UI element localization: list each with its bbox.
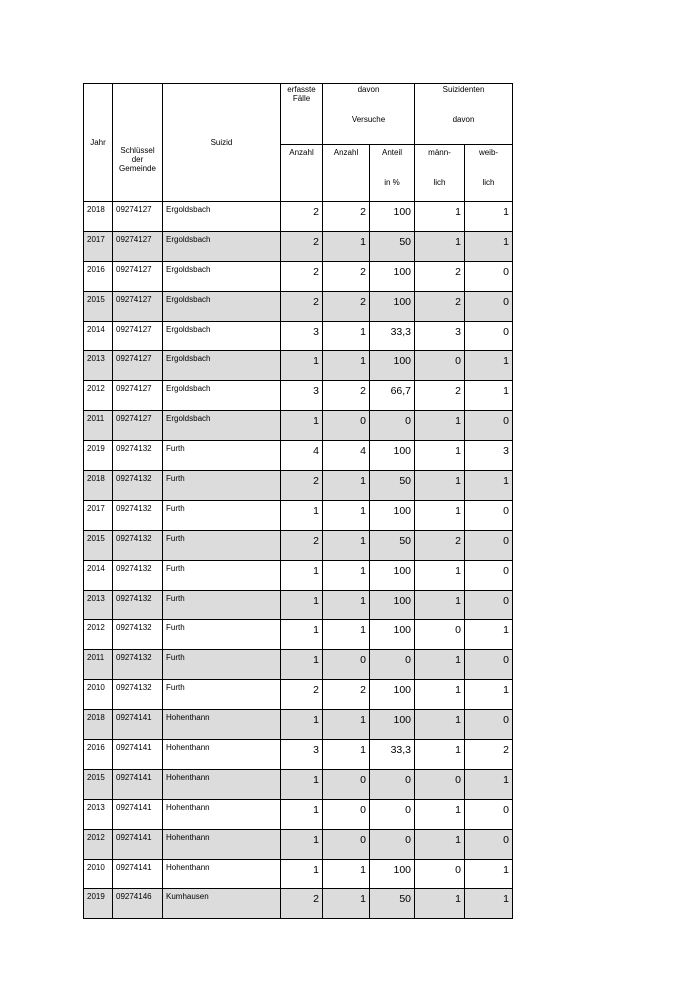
cell-jahr: 2019 — [84, 441, 113, 471]
cell-schluessel: 09274132 — [113, 530, 163, 560]
cell-schluessel: 09274127 — [113, 202, 163, 232]
cell-gemeinde: Hohenthann — [163, 710, 281, 740]
cell-faelle-anzahl: 1 — [281, 829, 323, 859]
cell-maennlich: 0 — [415, 859, 465, 889]
cell-jahr: 2015 — [84, 769, 113, 799]
cell-anteil: 100 — [370, 680, 415, 710]
table-row — [84, 500, 513, 530]
table-body — [84, 202, 513, 919]
cell-gemeinde: Furth — [163, 471, 281, 501]
cell-maennlich: 0 — [415, 351, 465, 381]
cell-weiblich: 0 — [465, 590, 513, 620]
header-jahr — [84, 84, 113, 202]
cell-weiblich: 1 — [465, 202, 513, 232]
table-row — [84, 231, 513, 261]
cell-weiblich: 0 — [465, 799, 513, 829]
cell-versuche-anzahl: 1 — [323, 620, 370, 650]
header-schluessel-line2: der — [131, 155, 144, 164]
cell-faelle-anzahl: 1 — [281, 351, 323, 381]
cell-weiblich: 0 — [465, 411, 513, 441]
table-header — [84, 84, 513, 202]
table-row — [84, 740, 513, 770]
cell-gemeinde: Furth — [163, 560, 281, 590]
cell-versuche-anzahl: 0 — [323, 829, 370, 859]
cell-jahr: 2018 — [84, 202, 113, 232]
header-weiblich-line1: weib- — [478, 148, 499, 157]
table-row — [84, 829, 513, 859]
cell-maennlich: 1 — [415, 680, 465, 710]
cell-maennlich: 2 — [415, 381, 465, 411]
cell-maennlich: 1 — [415, 740, 465, 770]
table-row — [84, 530, 513, 560]
cell-anteil: 100 — [370, 590, 415, 620]
cell-faelle-anzahl: 1 — [281, 620, 323, 650]
cell-weiblich: 0 — [465, 291, 513, 321]
cell-faelle-anzahl: 3 — [281, 381, 323, 411]
cell-gemeinde: Furth — [163, 650, 281, 680]
cell-gemeinde: Furth — [163, 590, 281, 620]
table-row — [84, 351, 513, 381]
cell-jahr: 2016 — [84, 261, 113, 291]
cell-weiblich: 0 — [465, 710, 513, 740]
cell-anteil: 50 — [370, 889, 415, 919]
cell-maennlich: 1 — [415, 231, 465, 261]
cell-weiblich: 1 — [465, 471, 513, 501]
header-schluessel — [113, 84, 163, 202]
cell-maennlich: 0 — [415, 620, 465, 650]
cell-jahr: 2017 — [84, 231, 113, 261]
cell-weiblich: 1 — [465, 351, 513, 381]
cell-gemeinde: Ergoldsbach — [163, 261, 281, 291]
cell-schluessel: 09274141 — [113, 710, 163, 740]
cell-jahr: 2013 — [84, 590, 113, 620]
header-maennlich — [415, 145, 465, 202]
cell-anteil: 0 — [370, 799, 415, 829]
cell-anteil: 50 — [370, 231, 415, 261]
cell-versuche-anzahl: 1 — [323, 590, 370, 620]
cell-weiblich: 1 — [465, 769, 513, 799]
cell-jahr: 2011 — [84, 411, 113, 441]
cell-maennlich: 1 — [415, 500, 465, 530]
cell-schluessel: 09274127 — [113, 261, 163, 291]
cell-schluessel: 09274127 — [113, 411, 163, 441]
table-row — [84, 680, 513, 710]
cell-anteil: 100 — [370, 859, 415, 889]
cell-weiblich: 0 — [465, 530, 513, 560]
header-erfasste — [281, 84, 323, 145]
cell-faelle-anzahl: 1 — [281, 590, 323, 620]
cell-weiblich: 1 — [465, 680, 513, 710]
cell-faelle-anzahl: 1 — [281, 560, 323, 590]
header-schluessel-line1: Schlüssel — [120, 146, 155, 155]
cell-anteil: 33,3 — [370, 740, 415, 770]
cell-faelle-anzahl: 2 — [281, 202, 323, 232]
cell-schluessel: 09274127 — [113, 351, 163, 381]
cell-versuche-anzahl: 2 — [323, 261, 370, 291]
cell-maennlich: 0 — [415, 769, 465, 799]
cell-schluessel: 09274127 — [113, 321, 163, 351]
cell-faelle-anzahl: 2 — [281, 471, 323, 501]
cell-anteil: 50 — [370, 530, 415, 560]
header-maennlich-line2: lich — [433, 178, 446, 187]
cell-faelle-anzahl: 1 — [281, 859, 323, 889]
cell-anteil: 100 — [370, 351, 415, 381]
cell-jahr: 2017 — [84, 500, 113, 530]
cell-gemeinde: Ergoldsbach — [163, 381, 281, 411]
table-row — [84, 769, 513, 799]
cell-gemeinde: Kumhausen — [163, 889, 281, 919]
cell-maennlich: 1 — [415, 560, 465, 590]
cell-anteil: 0 — [370, 769, 415, 799]
cell-jahr: 2015 — [84, 291, 113, 321]
cell-versuche-anzahl: 4 — [323, 441, 370, 471]
table-row — [84, 471, 513, 501]
cell-jahr: 2019 — [84, 889, 113, 919]
cell-faelle-anzahl: 2 — [281, 261, 323, 291]
cell-anteil: 100 — [370, 202, 415, 232]
header-maennlich-line1: männ- — [428, 148, 451, 157]
cell-anteil: 0 — [370, 650, 415, 680]
header-erfasste-line2: Fälle — [292, 94, 311, 103]
cell-maennlich: 1 — [415, 590, 465, 620]
cell-versuche-anzahl: 1 — [323, 889, 370, 919]
header-weiblich-line2: lich — [482, 178, 495, 187]
cell-gemeinde: Furth — [163, 620, 281, 650]
table-row — [84, 620, 513, 650]
cell-jahr: 2010 — [84, 859, 113, 889]
header-anzahl-faelle-label: Anzahl — [289, 148, 314, 157]
table-row — [84, 291, 513, 321]
cell-jahr: 2015 — [84, 530, 113, 560]
cell-versuche-anzahl: 0 — [323, 411, 370, 441]
cell-anteil: 100 — [370, 500, 415, 530]
header-jahr-label: Jahr — [90, 138, 106, 147]
cell-jahr: 2018 — [84, 710, 113, 740]
cell-versuche-anzahl: 1 — [323, 231, 370, 261]
cell-versuche-anzahl: 0 — [323, 799, 370, 829]
cell-versuche-anzahl: 2 — [323, 680, 370, 710]
header-suizidenten — [415, 84, 513, 145]
cell-schluessel: 09274141 — [113, 740, 163, 770]
cell-anteil: 100 — [370, 441, 415, 471]
cell-anteil: 100 — [370, 560, 415, 590]
cell-anteil: 100 — [370, 291, 415, 321]
cell-versuche-anzahl: 1 — [323, 560, 370, 590]
cell-gemeinde: Ergoldsbach — [163, 202, 281, 232]
table-row — [84, 381, 513, 411]
cell-anteil: 66,7 — [370, 381, 415, 411]
header-anzahl-faelle — [281, 145, 323, 202]
cell-gemeinde: Ergoldsbach — [163, 291, 281, 321]
cell-anteil: 0 — [370, 829, 415, 859]
cell-gemeinde: Ergoldsbach — [163, 321, 281, 351]
cell-anteil: 33,3 — [370, 321, 415, 351]
cell-schluessel: 09274146 — [113, 889, 163, 919]
cell-versuche-anzahl: 2 — [323, 202, 370, 232]
table-row — [84, 261, 513, 291]
header-anteil — [370, 145, 415, 202]
table-row — [84, 321, 513, 351]
cell-faelle-anzahl: 1 — [281, 500, 323, 530]
cell-maennlich: 1 — [415, 202, 465, 232]
cell-schluessel: 09274141 — [113, 829, 163, 859]
cell-jahr: 2012 — [84, 620, 113, 650]
cell-schluessel: 09274132 — [113, 650, 163, 680]
cell-faelle-anzahl: 2 — [281, 680, 323, 710]
cell-versuche-anzahl: 1 — [323, 351, 370, 381]
cell-gemeinde: Hohenthann — [163, 829, 281, 859]
header-davon-versuche — [323, 84, 415, 145]
cell-jahr: 2011 — [84, 650, 113, 680]
cell-schluessel: 09274132 — [113, 441, 163, 471]
cell-weiblich: 0 — [465, 829, 513, 859]
header-weiblich — [465, 145, 513, 202]
cell-jahr: 2014 — [84, 321, 113, 351]
cell-versuche-anzahl: 0 — [323, 650, 370, 680]
cell-faelle-anzahl: 2 — [281, 530, 323, 560]
cell-versuche-anzahl: 1 — [323, 500, 370, 530]
cell-versuche-anzahl: 2 — [323, 291, 370, 321]
cell-anteil: 100 — [370, 710, 415, 740]
table-row — [84, 202, 513, 232]
cell-versuche-anzahl: 1 — [323, 859, 370, 889]
table-row — [84, 650, 513, 680]
cell-weiblich: 0 — [465, 650, 513, 680]
cell-versuche-anzahl: 2 — [323, 381, 370, 411]
cell-weiblich: 1 — [465, 620, 513, 650]
cell-versuche-anzahl: 1 — [323, 321, 370, 351]
cell-weiblich: 1 — [465, 859, 513, 889]
header-davon-right: davon — [452, 115, 475, 124]
cell-schluessel: 09274127 — [113, 231, 163, 261]
cell-faelle-anzahl: 3 — [281, 740, 323, 770]
cell-maennlich: 2 — [415, 291, 465, 321]
cell-anteil: 100 — [370, 620, 415, 650]
cell-gemeinde: Ergoldsbach — [163, 411, 281, 441]
cell-anteil: 50 — [370, 471, 415, 501]
cell-maennlich: 1 — [415, 829, 465, 859]
cell-maennlich: 1 — [415, 411, 465, 441]
cell-maennlich: 1 — [415, 441, 465, 471]
cell-anteil: 0 — [370, 411, 415, 441]
cell-schluessel: 09274132 — [113, 560, 163, 590]
cell-weiblich: 0 — [465, 321, 513, 351]
cell-schluessel: 09274132 — [113, 620, 163, 650]
statistics-table — [83, 83, 513, 919]
cell-jahr: 2012 — [84, 381, 113, 411]
cell-faelle-anzahl: 1 — [281, 411, 323, 441]
cell-schluessel: 09274132 — [113, 680, 163, 710]
cell-gemeinde: Hohenthann — [163, 859, 281, 889]
cell-faelle-anzahl: 1 — [281, 769, 323, 799]
cell-maennlich: 1 — [415, 799, 465, 829]
cell-weiblich: 1 — [465, 889, 513, 919]
cell-faelle-anzahl: 1 — [281, 799, 323, 829]
header-suizid-label: Suizid — [210, 138, 233, 147]
table-row — [84, 441, 513, 471]
cell-weiblich: 3 — [465, 441, 513, 471]
cell-jahr: 2012 — [84, 829, 113, 859]
cell-jahr: 2013 — [84, 799, 113, 829]
cell-gemeinde: Furth — [163, 441, 281, 471]
cell-faelle-anzahl: 4 — [281, 441, 323, 471]
cell-gemeinde: Furth — [163, 680, 281, 710]
cell-schluessel: 09274132 — [113, 500, 163, 530]
header-erfasste-line1: erfasste — [287, 85, 316, 94]
cell-versuche-anzahl: 1 — [323, 740, 370, 770]
cell-gemeinde: Furth — [163, 530, 281, 560]
table-row — [84, 889, 513, 919]
header-schluessel-line3: Gemeinde — [119, 164, 156, 173]
cell-versuche-anzahl: 1 — [323, 530, 370, 560]
cell-gemeinde: Hohenthann — [163, 799, 281, 829]
table-row — [84, 859, 513, 889]
cell-weiblich: 1 — [465, 231, 513, 261]
cell-gemeinde: Ergoldsbach — [163, 351, 281, 381]
table-row — [84, 590, 513, 620]
cell-weiblich: 2 — [465, 740, 513, 770]
cell-weiblich: 1 — [465, 381, 513, 411]
header-suizid — [163, 84, 281, 202]
cell-faelle-anzahl: 1 — [281, 650, 323, 680]
cell-faelle-anzahl: 2 — [281, 291, 323, 321]
cell-maennlich: 2 — [415, 530, 465, 560]
cell-gemeinde: Furth — [163, 500, 281, 530]
cell-schluessel: 09274132 — [113, 471, 163, 501]
cell-jahr: 2013 — [84, 351, 113, 381]
cell-faelle-anzahl: 2 — [281, 889, 323, 919]
cell-maennlich: 1 — [415, 471, 465, 501]
cell-faelle-anzahl: 3 — [281, 321, 323, 351]
header-suizidenten-label: Suizidenten — [442, 85, 485, 94]
cell-versuche-anzahl: 1 — [323, 710, 370, 740]
cell-schluessel: 09274141 — [113, 769, 163, 799]
header-anzahl-versuche-label: Anzahl — [333, 148, 359, 157]
cell-gemeinde: Hohenthann — [163, 740, 281, 770]
cell-anteil: 100 — [370, 261, 415, 291]
header-davon-top: davon — [357, 85, 380, 94]
table-row — [84, 411, 513, 441]
table-row — [84, 560, 513, 590]
header-anzahl-versuche — [323, 145, 370, 202]
cell-versuche-anzahl: 0 — [323, 769, 370, 799]
cell-faelle-anzahl: 2 — [281, 231, 323, 261]
cell-maennlich: 1 — [415, 889, 465, 919]
cell-maennlich: 2 — [415, 261, 465, 291]
header-in-pct: in % — [384, 178, 400, 187]
cell-faelle-anzahl: 1 — [281, 710, 323, 740]
cell-weiblich: 0 — [465, 560, 513, 590]
cell-maennlich: 1 — [415, 650, 465, 680]
cell-weiblich: 0 — [465, 261, 513, 291]
cell-schluessel: 09274141 — [113, 859, 163, 889]
cell-gemeinde: Hohenthann — [163, 769, 281, 799]
table-row — [84, 710, 513, 740]
cell-schluessel: 09274132 — [113, 590, 163, 620]
cell-schluessel: 09274141 — [113, 799, 163, 829]
cell-maennlich: 1 — [415, 710, 465, 740]
cell-versuche-anzahl: 1 — [323, 471, 370, 501]
cell-schluessel: 09274127 — [113, 381, 163, 411]
table-row — [84, 799, 513, 829]
cell-maennlich: 3 — [415, 321, 465, 351]
header-versuche: Versuche — [351, 115, 386, 124]
cell-schluessel: 09274127 — [113, 291, 163, 321]
cell-weiblich: 0 — [465, 500, 513, 530]
cell-jahr: 2014 — [84, 560, 113, 590]
cell-gemeinde: Ergoldsbach — [163, 231, 281, 261]
cell-jahr: 2016 — [84, 740, 113, 770]
cell-jahr: 2010 — [84, 680, 113, 710]
header-anteil-label: Anteil — [382, 148, 403, 157]
cell-jahr: 2018 — [84, 471, 113, 501]
